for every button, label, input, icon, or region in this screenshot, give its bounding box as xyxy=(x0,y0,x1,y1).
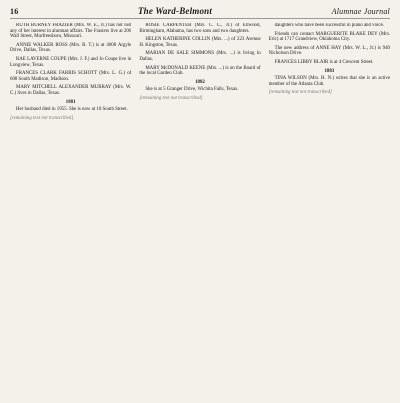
alumna-note: Friends can contact MARGUERITE BLAKE DEY (Mrs. Eric) at 1717 Grandview, Oklahoma City. xyxy=(268,31,390,43)
class-year-heading: 1883 xyxy=(324,68,335,74)
alumna-note: ANNIE WALKER ROSS (Mrs. R. T.) is at 4008 Argyle Drive, Dallas, Texas. xyxy=(10,42,132,54)
journal-section: Alumnae Journal xyxy=(331,7,390,16)
alumna-note: MARIAN DE SALE SIMMONS (Mrs. ...) is living in Dallas. xyxy=(139,51,261,62)
class-year-heading: 1882 xyxy=(195,79,205,85)
alumna-note: RUTH BURNEY FRAZIER (Mrs. W. E., Jr.) has not lost any of her interest in alumnae affairs. The Frasiers live at 206 Wall Street, Murfreesboro, Missouri. xyxy=(10,23,132,40)
alumna-note: ROSIE CARPENTER (Mrs. C. C., Jr.) of Ellwood, Birmingham, Alabama, has two sons and two daughters. xyxy=(139,23,261,34)
alumna-note: daughters who have been successful in piano and voice. xyxy=(274,23,384,28)
untranscribed-text: [remaining text not transcribed] xyxy=(10,115,74,121)
untranscribed-text: [remaining text not transcribed] xyxy=(268,90,332,96)
alumna-note: The new address of ANNE HAY (Mrs. W. L., Jr.) is 940 Nicholson Drive. xyxy=(268,45,390,57)
page-number: 16 xyxy=(10,7,19,16)
alumna-note: She is at 5 Granger Drive, Wichita Falls, Texas. xyxy=(145,87,239,93)
text-column-1 xyxy=(10,23,131,403)
page-header xyxy=(10,6,390,19)
alumna-note: MARY MITCHELL ALEXANDER MURRAY (Mrs. W. C.) lives in Dallas, Texas. xyxy=(10,85,132,96)
alumna-note: Her husband died in 1955. She is now at 10 South Street. xyxy=(16,107,128,113)
alumna-note: FRANCES CLARK FARRIS SCHOTT (Mrs. L. G.) of 608 South Madison, Madison. xyxy=(10,71,132,82)
text-columns xyxy=(10,23,390,403)
class-year-heading: 1881 xyxy=(65,99,76,105)
alumna-note: TINA WILSON (Mrs. H. N.) writes that she is an active member of the Atlanta Club. xyxy=(268,76,390,87)
alumna-note: FRANCES LIBBY BLAIR is at 4 Crescent Street. xyxy=(274,59,374,65)
text-column-2 xyxy=(139,23,260,403)
untranscribed-text: [remaining text not transcribed] xyxy=(139,95,203,101)
text-column-3 xyxy=(269,23,390,403)
journal-title: The Ward-Belmont xyxy=(137,6,213,16)
alumna-note: MARY McDONALD KEENE (Mrs. ...) is on the Board of the local Garden Club. xyxy=(139,65,261,77)
alumna-note: HELEN KATHERINE COLLIN (Mrs. ...) of 223 Avenue H. Kingston, Texas. xyxy=(139,37,261,48)
alumna-note: RAE LAVERNE COUPE (Mrs. J. F.) and Jo Coupe live in Longview, Texas. xyxy=(10,56,132,68)
